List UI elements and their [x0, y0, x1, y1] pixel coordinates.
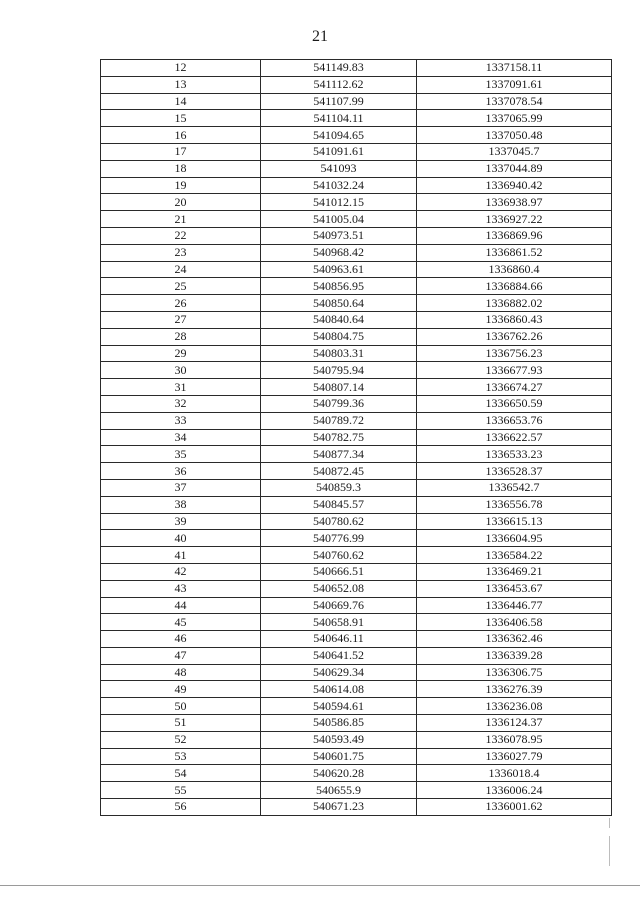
table-row: [101, 244, 612, 261]
point-number-cell: 29: [101, 345, 261, 362]
y-coordinate-cell: 1336001.62: [417, 799, 612, 816]
table-row: [101, 412, 612, 429]
x-coordinate-cell: 540807.14: [261, 379, 417, 396]
y-coordinate-cell: 1336677.93: [417, 362, 612, 379]
y-coordinate-cell: 1336469.21: [417, 563, 612, 580]
table-row: [101, 513, 612, 530]
point-number-cell: 42: [101, 563, 261, 580]
table-row: [101, 547, 612, 564]
y-coordinate-cell: 1336276.39: [417, 681, 612, 698]
x-coordinate-cell: 540845.57: [261, 496, 417, 513]
point-number-cell: 33: [101, 412, 261, 429]
x-coordinate-cell: 540850.64: [261, 295, 417, 312]
point-number-cell: 28: [101, 328, 261, 345]
y-coordinate-cell: 1336362.46: [417, 631, 612, 648]
point-number-cell: 45: [101, 614, 261, 631]
coordinates-table: [100, 59, 612, 816]
x-coordinate-cell: 540780.62: [261, 513, 417, 530]
table-row: [101, 93, 612, 110]
y-coordinate-cell: 1336938.97: [417, 194, 612, 211]
x-coordinate-cell: 540877.34: [261, 446, 417, 463]
x-coordinate-cell: 540803.31: [261, 345, 417, 362]
x-coordinate-cell: 540782.75: [261, 429, 417, 446]
coordinates-table-container: [100, 59, 611, 816]
y-coordinate-cell: 1336306.75: [417, 664, 612, 681]
page-bottom-rule: [0, 885, 640, 886]
point-number-cell: 48: [101, 664, 261, 681]
table-row: [101, 496, 612, 513]
table-row: [101, 345, 612, 362]
x-coordinate-cell: 540601.75: [261, 748, 417, 765]
x-coordinate-cell: 540795.94: [261, 362, 417, 379]
point-number-cell: 47: [101, 647, 261, 664]
point-number-cell: 25: [101, 278, 261, 295]
table-row: [101, 530, 612, 547]
x-coordinate-cell: 541091.61: [261, 143, 417, 160]
table-row: [101, 698, 612, 715]
table-row: [101, 395, 612, 412]
x-coordinate-cell: 540963.61: [261, 261, 417, 278]
x-coordinate-cell: 541012.15: [261, 194, 417, 211]
x-coordinate-cell: 540593.49: [261, 731, 417, 748]
point-number-cell: 13: [101, 76, 261, 93]
point-number-cell: 36: [101, 463, 261, 480]
y-coordinate-cell: 1336446.77: [417, 597, 612, 614]
point-number-cell: 17: [101, 143, 261, 160]
y-coordinate-cell: 1336406.58: [417, 614, 612, 631]
point-number-cell: 14: [101, 93, 261, 110]
y-coordinate-cell: 1336674.27: [417, 379, 612, 396]
table-row: [101, 127, 612, 144]
point-number-cell: 44: [101, 597, 261, 614]
y-coordinate-cell: 1336018.4: [417, 765, 612, 782]
x-coordinate-cell: 540856.95: [261, 278, 417, 295]
y-coordinate-cell: 1336533.23: [417, 446, 612, 463]
x-coordinate-cell: 540804.75: [261, 328, 417, 345]
x-coordinate-cell: 540646.11: [261, 631, 417, 648]
table-row: [101, 311, 612, 328]
table-row: [101, 799, 612, 816]
point-number-cell: 50: [101, 698, 261, 715]
x-coordinate-cell: 541112.62: [261, 76, 417, 93]
x-coordinate-cell: 540629.34: [261, 664, 417, 681]
table-row: [101, 76, 612, 93]
y-coordinate-cell: 1336622.57: [417, 429, 612, 446]
y-coordinate-cell: 1336762.26: [417, 328, 612, 345]
x-coordinate-cell: 540840.64: [261, 311, 417, 328]
table-row: [101, 278, 612, 295]
point-number-cell: 32: [101, 395, 261, 412]
x-coordinate-cell: 540620.28: [261, 765, 417, 782]
x-coordinate-cell: 540658.91: [261, 614, 417, 631]
point-number-cell: 23: [101, 244, 261, 261]
table-row: [101, 715, 612, 732]
y-coordinate-cell: 1336236.08: [417, 698, 612, 715]
x-coordinate-cell: 541094.65: [261, 127, 417, 144]
table-row: [101, 379, 612, 396]
y-coordinate-cell: 1336124.37: [417, 715, 612, 732]
table-row: [101, 463, 612, 480]
x-coordinate-cell: 540973.51: [261, 227, 417, 244]
point-number-cell: 22: [101, 227, 261, 244]
y-coordinate-cell: 1336756.23: [417, 345, 612, 362]
point-number-cell: 43: [101, 580, 261, 597]
y-coordinate-cell: 1336860.43: [417, 311, 612, 328]
x-coordinate-cell: 540652.08: [261, 580, 417, 597]
x-coordinate-cell: 541107.99: [261, 93, 417, 110]
table-row: [101, 479, 612, 496]
table-row: [101, 580, 612, 597]
point-number-cell: 53: [101, 748, 261, 765]
y-coordinate-cell: 1336453.67: [417, 580, 612, 597]
point-number-cell: 21: [101, 211, 261, 228]
point-number-cell: 41: [101, 547, 261, 564]
point-number-cell: 30: [101, 362, 261, 379]
x-coordinate-cell: 540669.76: [261, 597, 417, 614]
point-number-cell: 31: [101, 379, 261, 396]
table-row: [101, 731, 612, 748]
y-coordinate-cell: 1336869.96: [417, 227, 612, 244]
y-coordinate-cell: 1337158.11: [417, 60, 612, 77]
margin-mark: [609, 836, 610, 866]
point-number-cell: 16: [101, 127, 261, 144]
y-coordinate-cell: 1336339.28: [417, 647, 612, 664]
table-row: [101, 446, 612, 463]
x-coordinate-cell: 540586.85: [261, 715, 417, 732]
x-coordinate-cell: 540776.99: [261, 530, 417, 547]
page-number: 21: [312, 28, 328, 45]
y-coordinate-cell: 1336940.42: [417, 177, 612, 194]
y-coordinate-cell: 1336027.79: [417, 748, 612, 765]
point-number-cell: 52: [101, 731, 261, 748]
point-number-cell: 37: [101, 479, 261, 496]
table-row: [101, 261, 612, 278]
point-number-cell: 46: [101, 631, 261, 648]
x-coordinate-cell: 541032.24: [261, 177, 417, 194]
table-row: [101, 60, 612, 77]
point-number-cell: 35: [101, 446, 261, 463]
x-coordinate-cell: 540859.3: [261, 479, 417, 496]
y-coordinate-cell: 1336542.7: [417, 479, 612, 496]
y-coordinate-cell: 1337078.54: [417, 93, 612, 110]
point-number-cell: 49: [101, 681, 261, 698]
x-coordinate-cell: 540799.36: [261, 395, 417, 412]
table-row: [101, 563, 612, 580]
table-row: [101, 782, 612, 799]
table-row: [101, 160, 612, 177]
y-coordinate-cell: 1337045.7: [417, 143, 612, 160]
table-row: [101, 597, 612, 614]
point-number-cell: 38: [101, 496, 261, 513]
y-coordinate-cell: 1336556.78: [417, 496, 612, 513]
table-row: [101, 211, 612, 228]
table-row: [101, 664, 612, 681]
table-row: [101, 647, 612, 664]
x-coordinate-cell: 541093: [261, 160, 417, 177]
y-coordinate-cell: 1336604.95: [417, 530, 612, 547]
x-coordinate-cell: 540594.61: [261, 698, 417, 715]
point-number-cell: 12: [101, 60, 261, 77]
point-number-cell: 55: [101, 782, 261, 799]
table-row: [101, 194, 612, 211]
y-coordinate-cell: 1336884.66: [417, 278, 612, 295]
y-coordinate-cell: 1337091.61: [417, 76, 612, 93]
y-coordinate-cell: 1337050.48: [417, 127, 612, 144]
x-coordinate-cell: 540760.62: [261, 547, 417, 564]
margin-mark: [609, 818, 610, 828]
point-number-cell: 18: [101, 160, 261, 177]
point-number-cell: 19: [101, 177, 261, 194]
coordinates-table-body: [101, 60, 612, 816]
y-coordinate-cell: 1336653.76: [417, 412, 612, 429]
x-coordinate-cell: 540641.52: [261, 647, 417, 664]
point-number-cell: 56: [101, 799, 261, 816]
x-coordinate-cell: 540614.08: [261, 681, 417, 698]
x-coordinate-cell: 540968.42: [261, 244, 417, 261]
table-row: [101, 765, 612, 782]
table-row: [101, 429, 612, 446]
y-coordinate-cell: 1336861.52: [417, 244, 612, 261]
point-number-cell: 39: [101, 513, 261, 530]
y-coordinate-cell: 1336584.22: [417, 547, 612, 564]
y-coordinate-cell: 1336927.22: [417, 211, 612, 228]
x-coordinate-cell: 540789.72: [261, 412, 417, 429]
x-coordinate-cell: 540655.9: [261, 782, 417, 799]
table-row: [101, 227, 612, 244]
point-number-cell: 27: [101, 311, 261, 328]
table-row: [101, 681, 612, 698]
point-number-cell: 40: [101, 530, 261, 547]
table-row: [101, 614, 612, 631]
y-coordinate-cell: 1336860.4: [417, 261, 612, 278]
x-coordinate-cell: 540666.51: [261, 563, 417, 580]
x-coordinate-cell: 541005.04: [261, 211, 417, 228]
point-number-cell: 34: [101, 429, 261, 446]
x-coordinate-cell: 541149.83: [261, 60, 417, 77]
y-coordinate-cell: 1336615.13: [417, 513, 612, 530]
point-number-cell: 54: [101, 765, 261, 782]
x-coordinate-cell: 541104.11: [261, 110, 417, 127]
point-number-cell: 26: [101, 295, 261, 312]
table-row: [101, 631, 612, 648]
table-row: [101, 143, 612, 160]
point-number-cell: 24: [101, 261, 261, 278]
table-row: [101, 295, 612, 312]
point-number-cell: 51: [101, 715, 261, 732]
y-coordinate-cell: 1336882.02: [417, 295, 612, 312]
y-coordinate-cell: 1337065.99: [417, 110, 612, 127]
table-row: [101, 328, 612, 345]
table-row: [101, 362, 612, 379]
y-coordinate-cell: 1336006.24: [417, 782, 612, 799]
x-coordinate-cell: 540671.23: [261, 799, 417, 816]
y-coordinate-cell: 1336528.37: [417, 463, 612, 480]
y-coordinate-cell: 1336650.59: [417, 395, 612, 412]
y-coordinate-cell: 1336078.95: [417, 731, 612, 748]
table-row: [101, 748, 612, 765]
y-coordinate-cell: 1337044.89: [417, 160, 612, 177]
table-row: [101, 177, 612, 194]
point-number-cell: 15: [101, 110, 261, 127]
x-coordinate-cell: 540872.45: [261, 463, 417, 480]
point-number-cell: 20: [101, 194, 261, 211]
table-row: [101, 110, 612, 127]
